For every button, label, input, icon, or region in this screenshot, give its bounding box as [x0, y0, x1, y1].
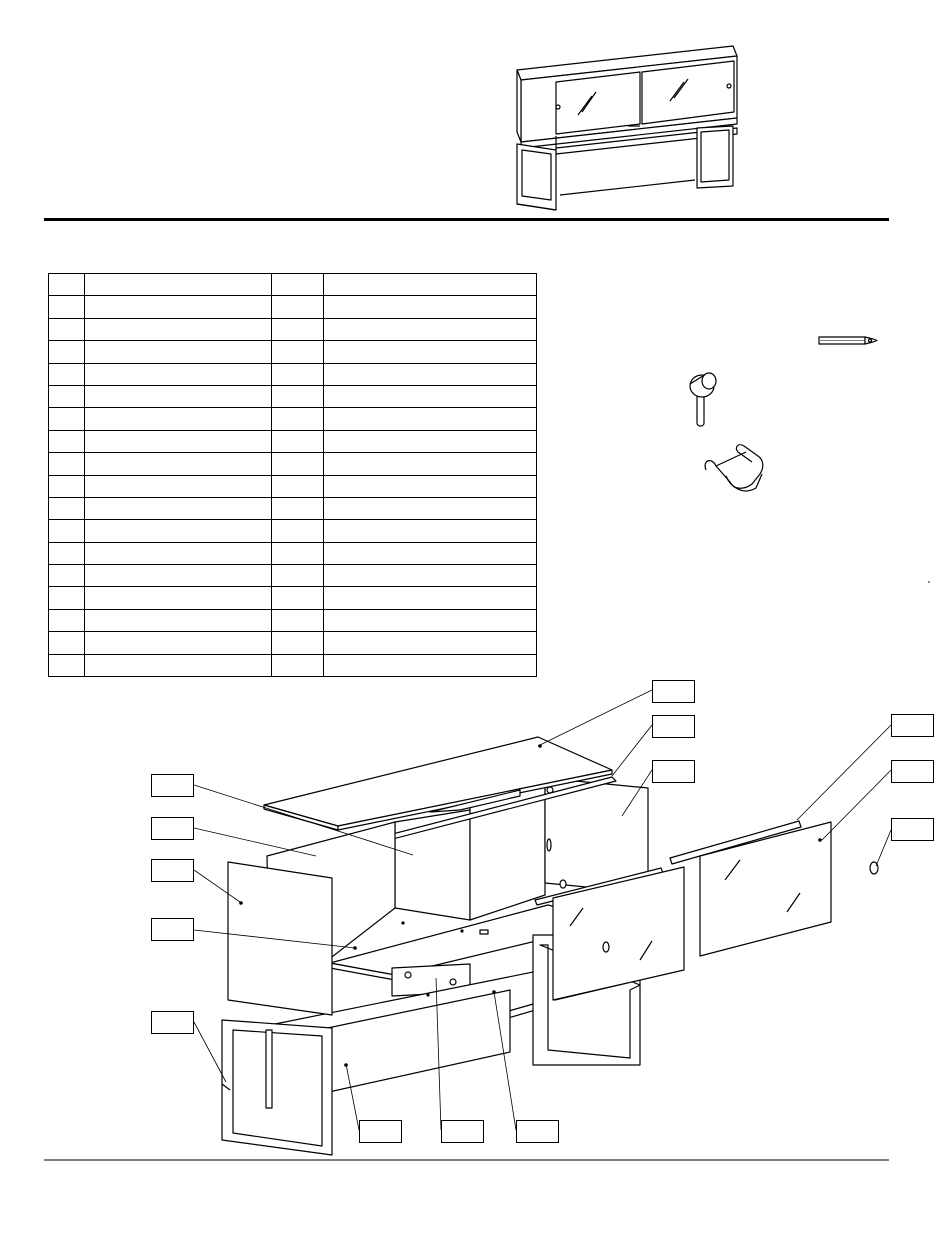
table-cell [272, 475, 324, 497]
table-cell [85, 408, 272, 430]
table-row [49, 363, 537, 385]
table-cell [324, 385, 537, 407]
table-cell [85, 363, 272, 385]
table-row [49, 565, 537, 587]
table-cell [85, 385, 272, 407]
callout-left-side [151, 859, 194, 882]
table-cell [49, 408, 85, 430]
table-cell [324, 363, 537, 385]
table-cell [49, 296, 85, 318]
table-cell [324, 430, 537, 452]
table-cell [272, 408, 324, 430]
table-cell [324, 341, 537, 363]
callout-top-rail [652, 715, 695, 738]
table-cell [324, 475, 537, 497]
table-cell [272, 274, 324, 296]
table-row [49, 296, 537, 318]
table-cell [85, 274, 272, 296]
table-cell [49, 341, 85, 363]
stray-dot [928, 581, 930, 583]
table-row [49, 408, 537, 430]
table-cell [49, 587, 85, 609]
table-row [49, 385, 537, 407]
table-row [49, 654, 537, 676]
table-row [49, 497, 537, 519]
table-row [49, 609, 537, 631]
table-cell [49, 632, 85, 654]
table-cell [85, 565, 272, 587]
table-cell [324, 453, 537, 475]
table-row [49, 632, 537, 654]
table-cell [324, 497, 537, 519]
table-row [49, 318, 537, 340]
header-divider [44, 218, 889, 221]
table-cell [85, 296, 272, 318]
table-cell [272, 318, 324, 340]
table-cell [324, 587, 537, 609]
right-glass-door [700, 822, 831, 956]
table-cell [272, 542, 324, 564]
callout-right-rail [891, 714, 934, 737]
table-row [49, 430, 537, 452]
table-cell [85, 654, 272, 676]
table-cell [85, 609, 272, 631]
table-cell [85, 453, 272, 475]
callout-bottom-shelf [516, 1120, 559, 1143]
table-cell [85, 542, 272, 564]
table-cell [85, 632, 272, 654]
table-cell [49, 654, 85, 676]
parts-list-table [48, 273, 537, 677]
table-row [49, 542, 537, 564]
table-cell [324, 565, 537, 587]
table-cell [85, 497, 272, 519]
table-cell [85, 318, 272, 340]
table-row [49, 274, 537, 296]
door-handle-icon [705, 445, 763, 491]
table-cell [324, 318, 537, 340]
table-cell [85, 430, 272, 452]
table-row [49, 475, 537, 497]
table-cell [49, 475, 85, 497]
table-cell [49, 363, 85, 385]
exploded-assembly [222, 737, 878, 1155]
callout-right-side [652, 760, 695, 783]
table-cell [272, 497, 324, 519]
table-cell [49, 497, 85, 519]
cam-bolt-icon [690, 373, 716, 426]
table-cell [49, 318, 85, 340]
table-cell [324, 542, 537, 564]
table-cell [272, 609, 324, 631]
table-cell [272, 565, 324, 587]
callout-leg-frame [151, 1011, 194, 1034]
table-row [49, 341, 537, 363]
table-cell [324, 609, 537, 631]
table-cell [49, 430, 85, 452]
table-cell [49, 609, 85, 631]
callout-top-shelf [652, 680, 695, 703]
table-cell [85, 520, 272, 542]
callout-back-panel [151, 817, 194, 840]
table-cell [49, 453, 85, 475]
table-cell [272, 587, 324, 609]
table-cell [324, 274, 537, 296]
table-cell [49, 274, 85, 296]
table-cell [272, 654, 324, 676]
table-cell [49, 565, 85, 587]
table-cell [324, 654, 537, 676]
table-cell [272, 385, 324, 407]
table-cell [272, 430, 324, 452]
screwdriver-bit-icon [819, 337, 877, 344]
callout-right-glass-door [891, 760, 934, 783]
table-cell [272, 632, 324, 654]
callout-bottom-back [359, 1120, 402, 1143]
callout-center-divider [151, 774, 194, 797]
table-cell [324, 520, 537, 542]
callout-middle-shelf [151, 918, 194, 941]
table-cell [49, 542, 85, 564]
table-row [49, 587, 537, 609]
callout-front-stretcher [441, 1120, 484, 1143]
table-cell [85, 587, 272, 609]
table-cell [49, 520, 85, 542]
table-cell [272, 341, 324, 363]
table-cell [272, 453, 324, 475]
table-cell [272, 520, 324, 542]
table-cell [324, 632, 537, 654]
table-cell [272, 363, 324, 385]
left-side-panel [228, 862, 332, 1015]
table-row [49, 520, 537, 542]
table-cell [324, 296, 537, 318]
table-cell [324, 408, 537, 430]
table-row [49, 453, 537, 475]
table-cell [85, 475, 272, 497]
hero-cabinet-illustration [517, 46, 737, 210]
table-cell [272, 296, 324, 318]
table-cell [85, 341, 272, 363]
left-glass-door [553, 867, 684, 1000]
callout-glass-knob [891, 818, 934, 841]
table-cell [49, 385, 85, 407]
